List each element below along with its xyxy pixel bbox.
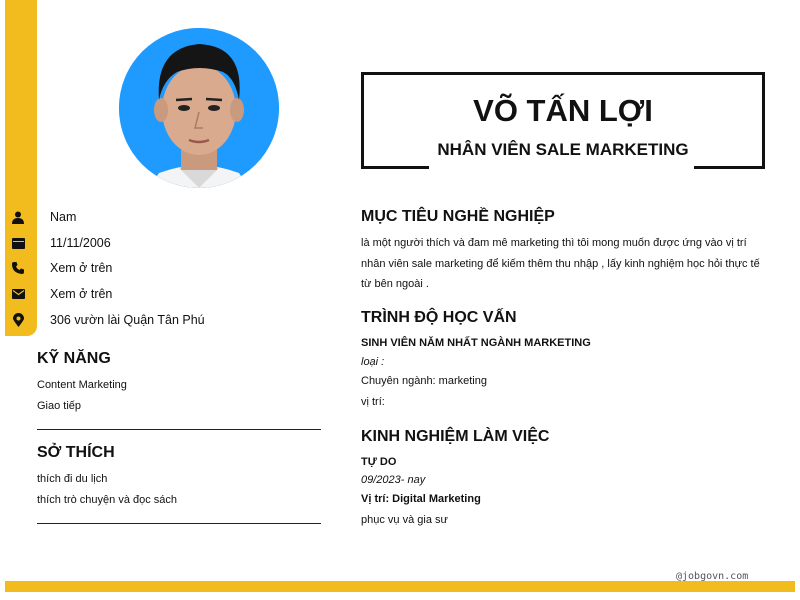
experience-period: 09/2023- nay xyxy=(361,474,426,486)
contact-phone-row xyxy=(10,258,113,278)
education-heading: TRÌNH ĐỘ HỌC VẤN xyxy=(361,309,517,326)
experience-description: phục vụ và gia sư xyxy=(361,514,448,526)
education-school: SINH VIÊN NĂM NHẤT NGÀNH MARKETING xyxy=(361,337,591,349)
education-grade: loại : xyxy=(361,356,385,368)
experience-company: TỰ DO xyxy=(361,456,397,468)
experience-heading: KINH NGHIỆM LÀM VIỆC xyxy=(361,428,550,445)
divider xyxy=(37,429,321,430)
skill-item: Giao tiếp xyxy=(37,400,82,412)
footer-accent-bar xyxy=(5,581,795,592)
job-title: NHÂN VIÊN SALE MARKETING xyxy=(437,140,689,159)
email-text: Xem ở trên xyxy=(50,287,113,301)
divider xyxy=(37,523,321,524)
contact-email-row xyxy=(10,284,113,304)
full-name: VÕ TẤN LỢI xyxy=(473,93,653,128)
person-icon xyxy=(10,209,26,225)
phone-text: Xem ở trên xyxy=(50,261,113,275)
skill-item: Content Marketing xyxy=(37,379,127,391)
name-frame-bottom-right xyxy=(694,166,764,169)
skills-heading: KỸ NĂNG xyxy=(37,350,111,367)
contact-birthday-row xyxy=(10,233,111,253)
location-icon xyxy=(10,312,26,328)
contact-gender-row xyxy=(10,207,77,227)
address-text: 306 vườn lài Quận Tân Phú xyxy=(50,313,205,327)
education-position: vị trí: xyxy=(361,396,385,408)
hobby-item: thích đi du lịch xyxy=(37,473,108,485)
avatar xyxy=(119,28,279,188)
hobby-item: thích trò chuyện và đọc sách xyxy=(37,494,178,506)
education-major: Chuyên ngành: marketing xyxy=(361,375,487,387)
gender-text: Nam xyxy=(50,210,77,224)
calendar-icon xyxy=(10,235,26,251)
birthday-text: 11/11/2006 xyxy=(50,236,111,250)
watermark: @jobgovn.com xyxy=(676,571,749,582)
phone-icon xyxy=(10,260,26,276)
mail-icon xyxy=(10,286,26,302)
objective-text: là một người thích và đam mê marketing thì tôi mong muốn được ứng vào vị trí nhân viên sale marketing để kiếm thêm thu nhập , lấy kinh nghiệm học hỏi thực tế từ bên ngoài . xyxy=(361,237,760,290)
experience-role: Vị trí: Digital Marketing xyxy=(361,493,481,505)
hobbies-heading: SỞ THÍCH xyxy=(37,444,115,461)
name-frame-bottom-left xyxy=(361,166,429,169)
objective-heading: MỤC TIÊU NGHỀ NGHIỆP xyxy=(361,208,555,225)
contact-address-row xyxy=(10,310,205,330)
